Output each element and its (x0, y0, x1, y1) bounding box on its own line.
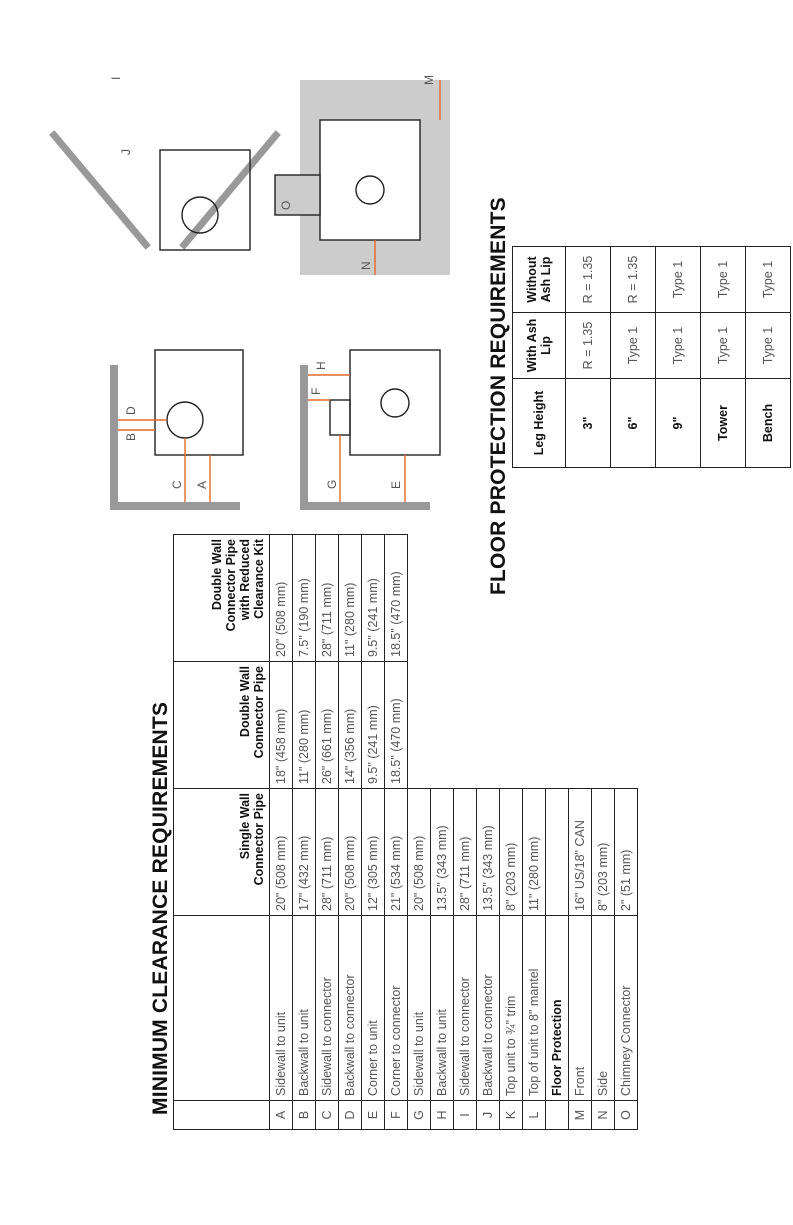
row-letter: L (523, 1101, 546, 1130)
label-i: G (325, 479, 339, 489)
row-description: Backwall to unit (293, 916, 316, 1101)
row-single-wall: 8" (203 mm) (592, 789, 615, 916)
row-single-wall: 16" US/18" CAN (569, 789, 592, 916)
wall-back (110, 365, 118, 510)
label-e-top: I (109, 76, 123, 80)
wall-back-2 (300, 365, 308, 510)
connector-pipe (330, 400, 350, 435)
diagram-sidewall-side-view (300, 350, 440, 510)
row-single-wall: 20" (508 mm) (270, 789, 293, 916)
row-letter: N (592, 1101, 615, 1130)
label-o: O (279, 200, 293, 210)
floor-table (512, 246, 791, 468)
row-description: Sidewall to unit (270, 916, 293, 1101)
row-double-wall: 11" (280 mm) (293, 662, 316, 789)
row-description: Top unit to ¾" trim (500, 916, 523, 1101)
row-letter: B (293, 1101, 316, 1130)
row-description: Sidewall to connector (316, 916, 339, 1101)
row-letter: I (454, 1101, 477, 1130)
row-description: Top of unit to 8" mantel (523, 916, 546, 1101)
row-description: Corner to connector (385, 916, 408, 1101)
row-without-ash-lip: R = 1.35 (566, 247, 611, 313)
row-with-ash-lip: Type 1 (656, 313, 701, 379)
row-letter: K (500, 1101, 523, 1130)
table-row (656, 247, 701, 468)
row-without-ash-lip: Type 1 (656, 247, 701, 313)
floor-header-row (513, 247, 566, 468)
label-c: C (170, 480, 184, 489)
header-without-ash-lip: Without Ash Lip (513, 247, 566, 313)
row-single-wall: 28" (711 mm) (454, 789, 477, 916)
row-double-wall: 18" (458 mm) (270, 662, 293, 789)
row-single-wall: 2" (51 mm) (615, 789, 638, 916)
wall-left (110, 502, 240, 510)
diagram-corner-view (52, 77, 278, 250)
diagram-floor-protection (275, 75, 450, 275)
row-leg-height: 9" (656, 379, 701, 468)
row-description: Front (569, 916, 592, 1101)
label-h: F (309, 387, 323, 395)
row-description: Chimney Connector (615, 916, 638, 1101)
table-row (611, 247, 656, 468)
row-leg-height: Tower (701, 379, 746, 468)
header-double-wall: Double Wall Connector Pipe (174, 662, 270, 789)
row-without-ash-lip: R = 1.35 (611, 247, 656, 313)
label-n: N (359, 261, 373, 270)
row-single-wall: 28" (711 mm) (316, 789, 339, 916)
row-with-ash-lip: R = 1.35 (566, 313, 611, 379)
label-b: B (124, 432, 138, 441)
label-m: M (422, 75, 436, 85)
row-description: Sidewall to unit (408, 916, 431, 1101)
row-description: Floor Protection (546, 916, 569, 1101)
label-j: H (314, 361, 328, 370)
label-a: A (195, 480, 209, 489)
clearance-title: MINIMUM CLEARANCE REQUIREMENTS (149, 701, 172, 1115)
table-row (701, 247, 746, 468)
row-leg-height: 6" (611, 379, 656, 468)
row-single-wall: 20" (508 mm) (339, 789, 362, 916)
row-single-wall: 13.5" (343 mm) (431, 789, 454, 916)
row-double-wall-reduced: 11" (280 mm) (339, 535, 362, 662)
row-with-ash-lip: Type 1 (746, 313, 791, 379)
label-d: D (124, 406, 138, 415)
wall-left-2 (300, 502, 430, 510)
row-description: Side (592, 916, 615, 1101)
row-single-wall: 17" (432 mm) (293, 789, 316, 916)
row-without-ash-lip: Type 1 (701, 247, 746, 313)
flue-circle (167, 402, 203, 438)
row-with-ash-lip: Type 1 (701, 313, 746, 379)
row-double-wall: 26" (661 mm) (316, 662, 339, 789)
row-double-wall-reduced: 18.5" (470 mm) (385, 535, 408, 662)
row-single-wall: 21" (534 mm) (385, 789, 408, 916)
row-letter: C (316, 1101, 339, 1130)
header-single-wall: Single Wall Connector Pipe (174, 789, 270, 916)
row-description: Backwall to connector (477, 916, 500, 1101)
row-letter: D (339, 1101, 362, 1130)
row-double-wall-reduced: 28" (711 mm) (316, 535, 339, 662)
row-letter: F (385, 1101, 408, 1130)
stove-body (155, 350, 243, 455)
stove-body-2 (350, 350, 440, 455)
table-row (746, 247, 791, 468)
label-f-top: J (119, 149, 133, 155)
row-description: Corner to unit (362, 916, 385, 1101)
brand-badge-icon (381, 389, 409, 417)
row-single-wall: 11" (280 mm) (523, 789, 546, 916)
row-single-wall: 20" (508 mm) (408, 789, 431, 916)
row-letter: H (431, 1101, 454, 1130)
row-leg-height: 3" (566, 379, 611, 468)
row-double-wall: 9.5" (241 mm) (362, 662, 385, 789)
header-with-ash-lip: With Ash Lip (513, 313, 566, 379)
row-letter: M (569, 1101, 592, 1130)
row-single-wall: 13.5" (343 mm) (477, 789, 500, 916)
row-letter: A (270, 1101, 293, 1130)
diagram-sidewall-top-view (110, 350, 243, 510)
table-row (566, 247, 611, 468)
row-single-wall: 8" (203 mm) (500, 789, 523, 916)
row-without-ash-lip: Type 1 (746, 247, 791, 313)
row-description: Sidewall to connector (454, 916, 477, 1101)
header-leg-height: Leg Height (513, 379, 566, 468)
row-letter: J (477, 1101, 500, 1130)
row-double-wall: 18.5" (470 mm) (385, 662, 408, 789)
row-single-wall: 12" (305 mm) (362, 789, 385, 916)
label-g: E (389, 480, 403, 489)
row-double-wall-reduced: 20" (508 mm) (270, 535, 293, 662)
stove-body-3 (160, 150, 250, 250)
row-double-wall-reduced: 7.5" (190 mm) (293, 535, 316, 662)
row-double-wall: 14" (356 mm) (339, 662, 362, 789)
row-letter: E (362, 1101, 385, 1130)
row-letter: G (408, 1101, 431, 1130)
row-double-wall-reduced: 9.5" (241 mm) (362, 535, 385, 662)
row-description: Backwall to connector (339, 916, 362, 1101)
row-letter: O (615, 1101, 638, 1130)
row-description: Backwall to unit (431, 916, 454, 1101)
row-leg-height: Bench (746, 379, 791, 468)
stove-body-4 (320, 120, 420, 240)
row-with-ash-lip: Type 1 (611, 313, 656, 379)
header-double-wall-reduced: Double Wall Connector Pipe with Reduced Clearance Kit (174, 535, 270, 662)
floor-title: FLOOR PROTECTION REQUIREMENTS (487, 197, 510, 595)
